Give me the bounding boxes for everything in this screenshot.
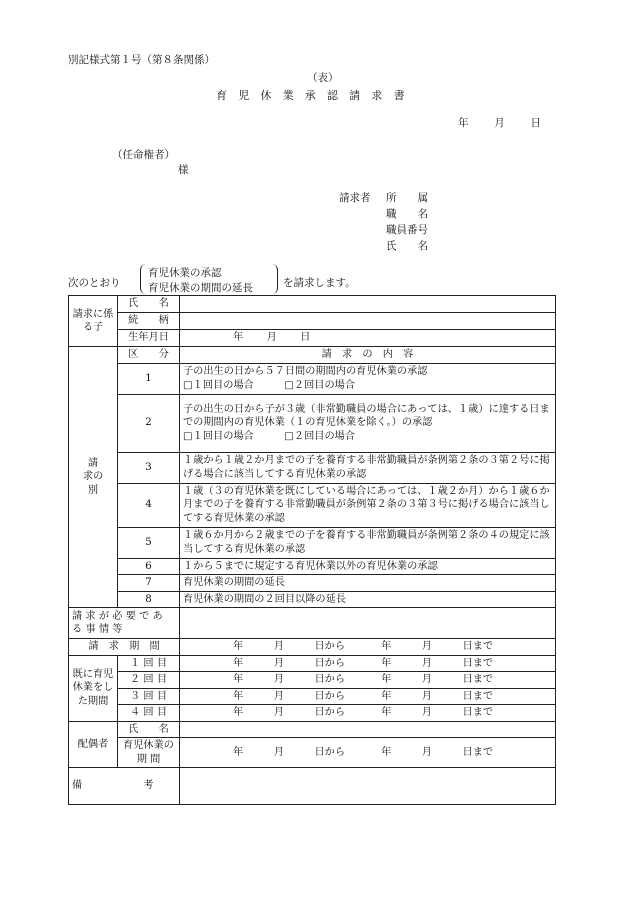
appointer-label: （任命権者） xyxy=(112,149,175,161)
period-to: 年 月 日まで xyxy=(381,690,494,702)
request-item-checkboxes[interactable]: □１回目の場合 □２回目の場合 xyxy=(183,379,356,391)
period-from: 年 月 日から xyxy=(233,707,346,718)
period-from: 年 月 日から xyxy=(233,690,346,702)
requester-position[interactable]: 職 名 xyxy=(386,208,428,220)
request-item-no: 4 xyxy=(118,483,180,527)
period-to: 年 月 日まで xyxy=(381,657,494,669)
request-type-group-label: 請 求の 別 xyxy=(69,347,118,608)
past-row-label: ３ 回 目 xyxy=(118,688,180,705)
period-from: 年 月 日から xyxy=(233,674,346,685)
request-item-no: 5 xyxy=(118,527,180,558)
request-item[interactable] xyxy=(180,558,556,575)
request-item-no: 7 xyxy=(118,575,180,592)
request-item-text: 育児休業の期間の延長 xyxy=(183,577,285,588)
reason-label: 請 求 が 必 要 で あ る 事 情 等 xyxy=(69,608,180,639)
past-period-field[interactable] xyxy=(180,655,556,672)
request-item[interactable] xyxy=(180,483,556,527)
spouse-period-label: 育児休業の 期 間 xyxy=(118,738,180,768)
request-item-no: 6 xyxy=(118,558,180,575)
kubun-header: 区 分 xyxy=(118,347,180,364)
request-form-table xyxy=(68,295,556,805)
content-header: 請 求 の 内 容 xyxy=(180,347,556,364)
remarks-label: 備 考 xyxy=(69,768,180,805)
side-label: （表） xyxy=(307,72,339,84)
request-item-no: 1 xyxy=(118,363,180,394)
request-item[interactable] xyxy=(180,591,556,608)
form-title: 育 児 休 業 承 認 請 求 書 xyxy=(216,89,409,102)
past-group-label: 既に育児休業をした期間 xyxy=(69,655,118,721)
period-from: 年 月 日から xyxy=(233,657,346,669)
child-name-field[interactable] xyxy=(180,296,556,313)
request-item[interactable] xyxy=(180,527,556,558)
child-dob-value: 年 月 日 xyxy=(233,332,312,344)
appointer-sama: 様 xyxy=(178,164,189,176)
reason-field[interactable] xyxy=(180,608,556,639)
past-row-label: １ 回 目 xyxy=(118,655,180,672)
request-item[interactable] xyxy=(180,575,556,592)
period-to: 年 月 日まで xyxy=(381,707,494,718)
period-from: 年 月 日から xyxy=(233,641,346,652)
past-period-field[interactable] xyxy=(180,672,556,689)
option-extension[interactable]: 育児休業の期間の延長 xyxy=(148,282,253,294)
child-dob-label: 生年月日 xyxy=(118,330,180,347)
remarks-field[interactable] xyxy=(180,768,556,805)
child-dob-field[interactable] xyxy=(180,330,556,347)
requester-name[interactable]: 氏 名 xyxy=(386,240,428,252)
spouse-period-field[interactable] xyxy=(180,738,556,768)
request-item-text: 子の出生の日から５７日間の期間内の育児休業の承認 xyxy=(183,366,428,377)
period-from: 年 月 日から xyxy=(233,746,346,758)
requester-affiliation[interactable]: 所 属 xyxy=(386,192,428,204)
request-item-text: １から５までに規定する育児休業以外の育児休業の承認 xyxy=(183,560,438,572)
option-approval[interactable]: 育児休業の承認 xyxy=(148,267,222,279)
request-item-text: 子の出生の日から子が３歳（非常勤職員の場合にあっては、１歳）に達する日までの期間内の育児休業（１の育児休業を除く。）の承認 xyxy=(183,403,550,429)
child-name-label: 氏 名 xyxy=(118,296,180,313)
past-row-label: ２ 回 目 xyxy=(118,672,180,689)
intro-before: 次のとおり xyxy=(68,277,121,289)
period-to: 年 月 日まで xyxy=(381,674,494,685)
spouse-name-label: 氏 名 xyxy=(118,721,180,738)
request-item[interactable] xyxy=(180,363,556,394)
period-to: 年 月 日まで xyxy=(381,641,494,652)
period-field[interactable] xyxy=(180,639,556,656)
request-item-no: 3 xyxy=(118,452,180,483)
form-number: 別記様式第１号（第８条関係） xyxy=(68,54,215,66)
request-item-text: １歳６か月から２歳までの子を養育する非常勤職員が条例第２条の４の規定に該当してする育児休業の承認 xyxy=(183,530,550,555)
period-to: 年 月 日まで xyxy=(381,746,494,758)
requester-employee-no[interactable]: 職員番号 xyxy=(386,224,428,236)
intro-after: を請求します。 xyxy=(283,277,356,289)
past-row-label: ４ 回 目 xyxy=(118,705,180,722)
child-relation-field[interactable] xyxy=(180,313,556,330)
spouse-name-field[interactable] xyxy=(180,721,556,738)
request-item-text: 育児休業の期間の２回目以降の延長 xyxy=(183,593,346,605)
request-item-no: 2 xyxy=(118,394,180,452)
request-item-checkboxes[interactable]: □１回目の場合 □２回目の場合 xyxy=(183,430,356,442)
period-label: 請 求 期 間 xyxy=(69,639,180,656)
child-group-label: 請求に係る子 xyxy=(69,296,118,347)
past-period-field[interactable] xyxy=(180,688,556,705)
child-relation-label: 続 柄 xyxy=(118,313,180,330)
request-date[interactable]: 年 月 日 xyxy=(458,117,543,129)
request-item-no: 8 xyxy=(118,591,180,608)
request-item-text: １歳から１歳２か月までの子を養育する非常勤職員が条例第２条の３第２号に掲げる場合に該当してする育児休業の承認 xyxy=(183,455,550,480)
past-period-field[interactable] xyxy=(180,705,556,722)
requester-label: 請求者 xyxy=(339,192,371,204)
request-item[interactable] xyxy=(180,452,556,483)
request-item-text: １歳（３の育児休業を既にしている場合にあっては、１歳２か月）から１歳６か月までの子を養育する非常勤職員が条例第２条の３第３号に掲げる場合に該当してする育児休業の承認 xyxy=(183,485,550,524)
spouse-group-label: 配偶者 xyxy=(69,721,118,768)
request-item[interactable] xyxy=(180,394,556,452)
